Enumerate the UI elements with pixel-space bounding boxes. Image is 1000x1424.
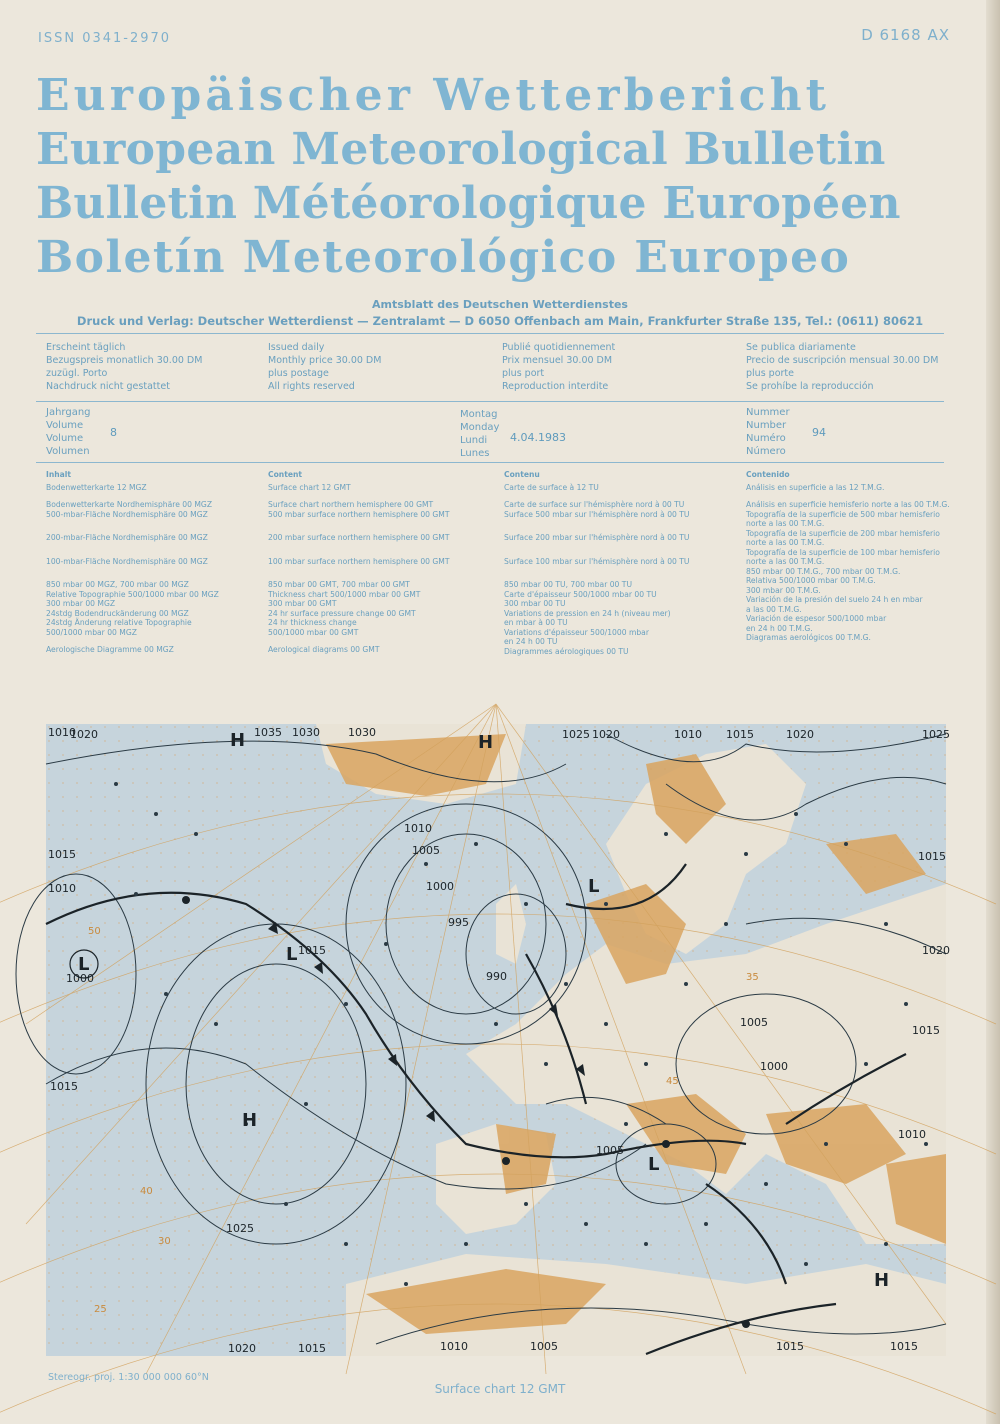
svg-text:1000: 1000 xyxy=(760,1060,788,1073)
svg-text:H: H xyxy=(874,1270,890,1291)
svg-text:1020: 1020 xyxy=(922,944,950,957)
svg-text:995: 995 xyxy=(448,916,469,929)
contents-german: Inhalt Bodenwetterkarte 12 MGZ Bodenwetterkarte Nordhemisphäre 00 MGZ 500-mbar-Fläche Nordhemisphäre 00 MGZ 200-mbar-Fläche Nordhemisphäre 00 MGZ 100-mbar-Fläche Nordhemisphäre 00 MGZ 850 mbar 00 MGZ, 700 mbar 00 MGZ Relative Topographie 500/1000 mbar 00 MGZ 300 mbar 00 MGZ 24stdg Bodendruckänderung 00 MGZ 24stdg Änderung relative Topographie 500/1000 mbar 00 MGZ Aerologische Diagramme 00 MGZ xyxy=(46,470,219,654)
publisher-line: Amtsblatt des Deutschen Wetterdienstes xyxy=(372,298,628,311)
svg-text:1005: 1005 xyxy=(530,1340,558,1353)
svg-text:35: 35 xyxy=(746,972,759,983)
isobar-label: 1020 xyxy=(592,728,620,741)
svg-text:1015: 1015 xyxy=(50,1080,78,1093)
svg-text:H: H xyxy=(230,730,246,751)
svg-text:L: L xyxy=(588,876,600,897)
pricing-german: Erscheint täglich Bezugspreis monatlich 30.00 DM zuzügl. Porto Nachdruck nicht gestattet xyxy=(46,342,203,392)
svg-text:1010: 1010 xyxy=(440,1340,468,1353)
isobar-label: 1030 xyxy=(348,726,376,739)
isobar-label: 1030 xyxy=(292,726,320,739)
issue-date: 4.04.1983 xyxy=(510,431,566,444)
isobar-label: 1020 xyxy=(786,728,814,741)
svg-text:1010: 1010 xyxy=(404,822,432,835)
volume-labels: Jahrgang Volume Volume Volumen xyxy=(46,407,91,457)
svg-text:45: 45 xyxy=(666,1076,679,1087)
page-edge xyxy=(986,0,1000,1424)
contents-french: Contenu Carte de surface à 12 TU Carte de surface sur l'hémisphère nord à 00 TU Surface 500 mbar sur l'hémisphère nord à 00 TU Surface 200 mbar sur l'hémisphère nord à 00 TU Surface 100 mbar sur l'hémisphère nord à 00 TU 850 mbar 00 TU, 700 mbar 00 TU Carte d'épaisseur 500/1000 mbar 00 TU 300 mbar 00 TU Variations de pression en 24 h (niveau mer) en mbar à 00 TU Variations d'épaisseur 500/1000 mbar en 24 h 00 TU Diagrammes aérologiques 00 TU xyxy=(504,470,690,656)
svg-text:1015: 1015 xyxy=(912,1024,940,1037)
issn-number: ISSN 0341-2970 xyxy=(38,31,172,46)
issue-number: 94 xyxy=(812,426,826,439)
svg-text:1005: 1005 xyxy=(412,844,440,857)
svg-text:1015: 1015 xyxy=(776,1340,804,1353)
contents-english: Content Surface chart 12 GMT Surface chart northern hemisphere 00 GMT 500 mbar surface northern hemisphere 00 GMT 200 mbar surface northern hemisphere 00 GMT 100 mbar surface northern hemisphere 00 GMT 850 mbar 00 GMT, 700 mbar 00 GMT Thickness chart 500/1000 mbar 00 GMT 300 mbar 00 GMT 24 hr surface pressure change 00 GMT 24 hr thickness change 500/1000 mbar 00 GMT Aerological diagrams 00 GMT xyxy=(268,470,450,654)
svg-text:H: H xyxy=(478,732,494,753)
contents-spanish: Contenido Análisis en superficie a las 12 T.M.G. Análisis en superficie hemisferio norte a las 00 T.M.G. Topografía de la superficie de 500 mbar hemisferio norte a las 00 T.M.G. Topografía de la superficie de 200 mbar hemisferio norte a las 00 T.M.G. Topografía de la superficie de 100 mbar hemisferio norte a las 00 T.M.G. 850 mbar 00 T.M.G., 700 mbar 00 T.M.G. Relativa 500/1000 mbar 00 T.M.G. 300 mbar 00 T.M.G. Variación de la presión del suelo 24 h en mbar a las 00 T.M.G. Variación de espesor 500/1000 mbar en 24 h 00 T.M.G. Diagramas aerológicos 00 T.M.G. xyxy=(746,470,950,642)
svg-text:30: 30 xyxy=(158,1236,171,1247)
divider xyxy=(36,462,944,463)
map-graphic xyxy=(46,724,950,1356)
isobar-label: 1010 xyxy=(674,728,702,741)
title-french: Bulletin Météorologique Européen xyxy=(36,178,901,229)
svg-text:1010: 1010 xyxy=(48,882,76,895)
weekday-labels: Montag Monday Lundi Lunes xyxy=(460,409,500,459)
svg-text:1000: 1000 xyxy=(66,972,94,985)
svg-text:L: L xyxy=(286,944,298,965)
svg-text:50: 50 xyxy=(88,926,101,937)
svg-text:1005: 1005 xyxy=(740,1016,768,1029)
isobar-label: 1010 xyxy=(48,726,76,739)
isobar-label: 1025 xyxy=(922,728,950,741)
pricing-english: Issued daily Monthly price 30.00 DM plus postage All rights reserved xyxy=(268,342,382,392)
map-caption: Surface chart 12 GMT xyxy=(434,1382,566,1396)
svg-text:1005: 1005 xyxy=(596,1144,624,1157)
address-line: Druck und Verlag: Deutscher Wetterdienst — Zentralamt — D 6050 Offenbach am Main, Frankfurter Straße 135, Tel.: (0611) 80621 xyxy=(76,314,924,328)
title-spanish: Boletín Meteorológico Europeo xyxy=(36,232,851,283)
svg-text:1025: 1025 xyxy=(226,1222,254,1235)
pricing-spanish: Se publica diariamente Precio de suscripción mensual 30.00 DM plus porte Se prohíbe la reproducción xyxy=(746,342,939,392)
divider xyxy=(36,333,944,334)
isobar-label: 1020 xyxy=(70,728,98,741)
svg-text:25: 25 xyxy=(94,1304,107,1315)
isobar-label: 1025 xyxy=(562,728,590,741)
svg-text:L: L xyxy=(78,954,90,975)
svg-text:1015: 1015 xyxy=(298,1342,326,1355)
postal-code: D 6168 AX xyxy=(861,26,950,44)
number-labels: Nummer Number Numéro Número xyxy=(746,407,790,457)
volume-value: 8 xyxy=(110,426,117,439)
svg-text:L: L xyxy=(648,1154,660,1175)
svg-text:1010: 1010 xyxy=(898,1128,926,1141)
svg-text:1015: 1015 xyxy=(890,1340,918,1353)
title-german: Europäischer Wetterbericht xyxy=(36,70,831,121)
pricing-french: Publié quotidiennement Prix mensuel 30.00 DM plus port Reproduction interdite xyxy=(502,342,616,392)
projection-note: Stereogr. proj. 1:30 000 000 60°N xyxy=(48,1372,209,1383)
svg-text:1015: 1015 xyxy=(48,848,76,861)
svg-text:1015: 1015 xyxy=(298,944,326,957)
svg-text:1000: 1000 xyxy=(426,880,454,893)
svg-text:1015: 1015 xyxy=(918,850,946,863)
title-english: European Meteorological Bulletin xyxy=(36,124,886,175)
isobar-label: 1015 xyxy=(726,728,754,741)
svg-text:40: 40 xyxy=(140,1186,153,1197)
svg-text:H: H xyxy=(242,1110,258,1131)
svg-text:1020: 1020 xyxy=(228,1342,256,1355)
divider xyxy=(36,401,944,402)
isobar-label: 1035 xyxy=(254,726,282,739)
svg-text:990: 990 xyxy=(486,970,507,983)
surface-weather-map xyxy=(46,724,950,1356)
